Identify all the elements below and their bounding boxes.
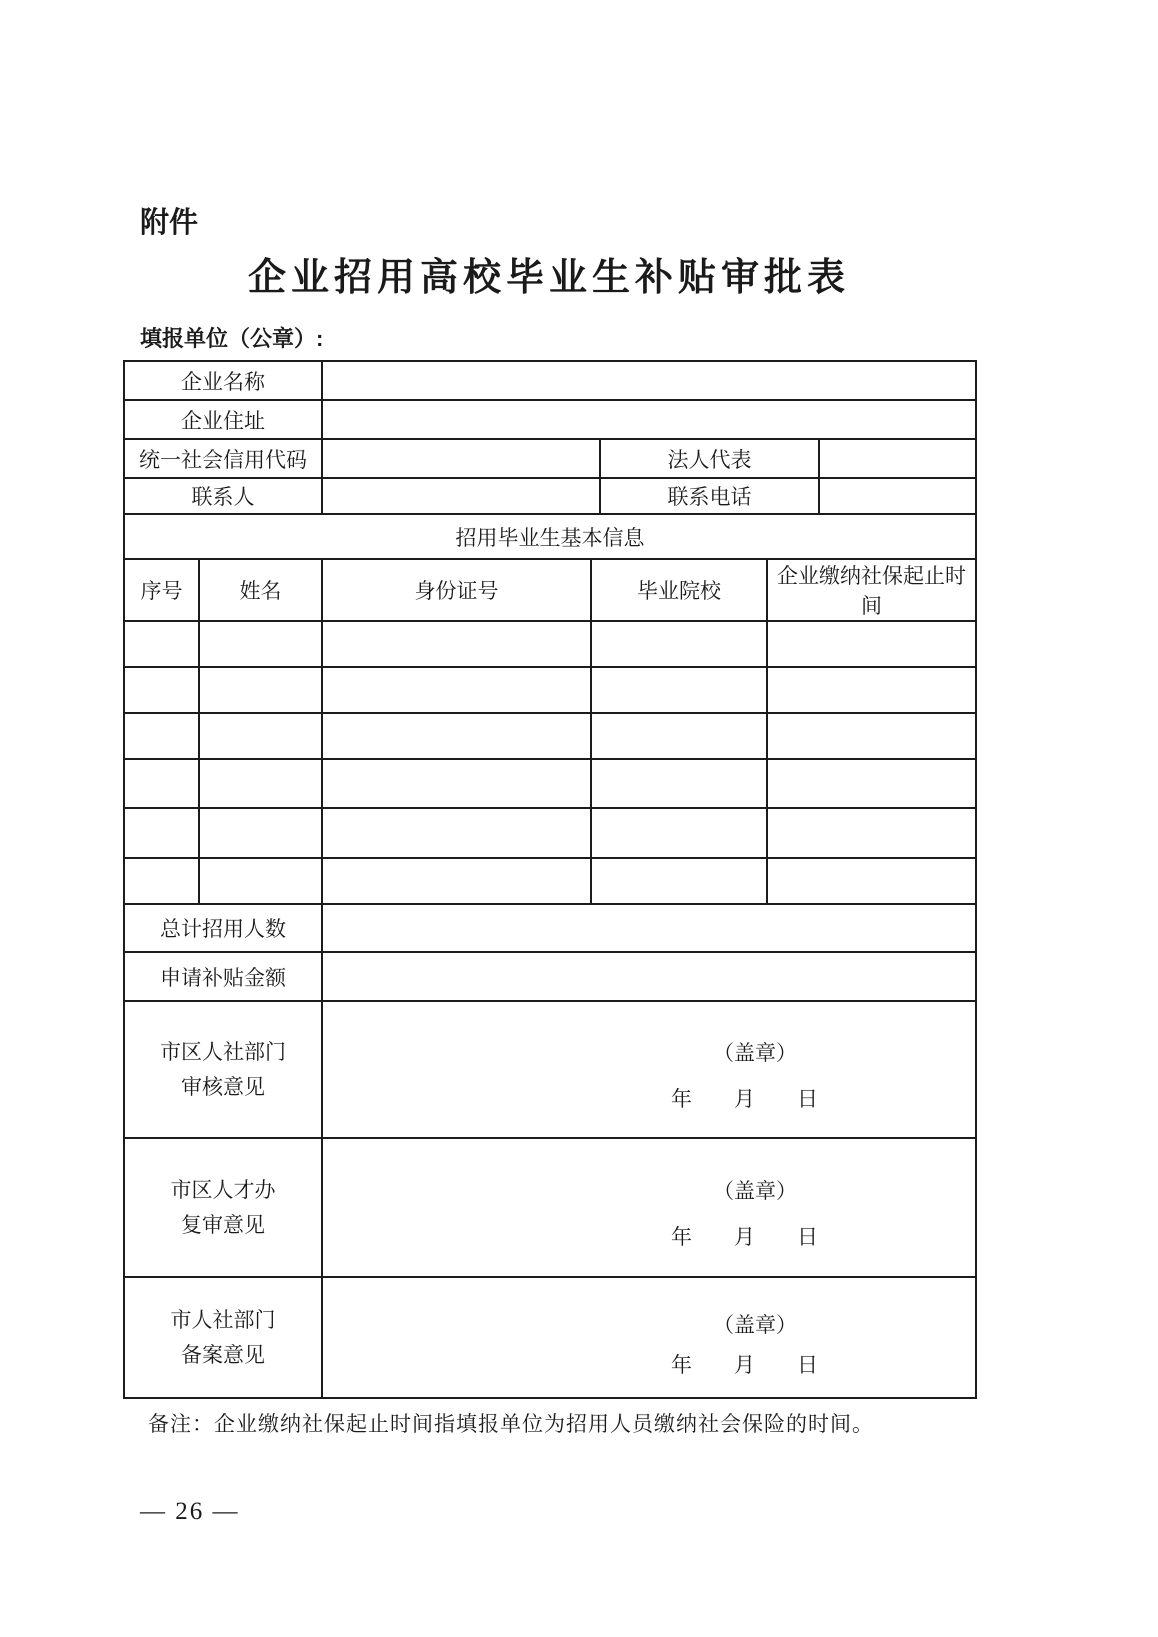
- summary-table: [123, 903, 977, 1002]
- company-name-label: 企业名称: [124, 361, 322, 400]
- form-tables: [123, 360, 975, 1399]
- opinion-label-line2: 审核意见: [181, 1074, 265, 1099]
- graduate-row: [124, 759, 976, 808]
- opinion-label-line1: 市区人社部门: [160, 1039, 286, 1064]
- contact-person-value: [322, 478, 600, 514]
- table-row: [124, 904, 976, 952]
- municipal-hr-filing-label: [124, 1277, 322, 1398]
- footnote: 备注：企业缴纳社保起止时间指填报单位为招用人员缴纳社会保险的时间。: [148, 1412, 874, 1436]
- opinion-label-line2: 备案意见: [181, 1342, 265, 1367]
- district-talent-office-review-content: [322, 1138, 976, 1277]
- graduate-row: [124, 667, 976, 713]
- table-row: [124, 952, 976, 1001]
- table-row: [124, 1138, 976, 1277]
- company-address-label: 企业住址: [124, 400, 322, 439]
- district-talent-office-review-label: [124, 1138, 322, 1277]
- graduate-row: [124, 713, 976, 759]
- company-info-table: [123, 360, 977, 515]
- contact-person-label: 联系人: [124, 478, 322, 514]
- graduate-row: [124, 858, 976, 904]
- attachment-label: 附件: [140, 207, 199, 239]
- legal-rep-label: 法人代表: [600, 439, 819, 478]
- page-title: 企业招用高校毕业生补贴审批表: [247, 257, 850, 299]
- opinion-label-line2: 复审意见: [181, 1212, 265, 1237]
- total-recruits-label: 总计招用人数: [124, 904, 322, 952]
- column-header-social-security-period: 企业缴纳社保起止时间: [767, 559, 976, 621]
- table-row: [124, 514, 976, 559]
- legal-rep-value: [819, 439, 976, 478]
- table-row: [124, 361, 976, 400]
- seal-placeholder: （盖章）: [713, 1312, 797, 1337]
- table-row: [124, 400, 976, 439]
- page-number: — 26 —: [140, 1498, 240, 1525]
- graduates-section-title: 招用毕业生基本信息: [124, 514, 976, 559]
- district-hr-review-label: [124, 1001, 322, 1138]
- table-row: [124, 1001, 976, 1138]
- seal-placeholder: （盖章）: [713, 1178, 797, 1203]
- graduates-table: [123, 513, 977, 905]
- date-placeholder: 年 月 日: [671, 1087, 818, 1111]
- credit-code-value: [322, 439, 600, 478]
- credit-code-label: 统一社会信用代码: [124, 439, 322, 478]
- graduate-row: [124, 621, 976, 667]
- district-hr-review-content: [322, 1001, 976, 1138]
- company-address-value: [322, 400, 976, 439]
- column-header-school: 毕业院校: [591, 559, 767, 621]
- column-header-name: 姓名: [199, 559, 322, 621]
- table-header-row: [124, 559, 976, 621]
- graduate-row: [124, 808, 976, 858]
- subsidy-amount-label: 申请补贴金额: [124, 952, 322, 1001]
- date-placeholder: 年 月 日: [671, 1353, 818, 1378]
- subsidy-amount-value: [322, 952, 976, 1001]
- table-row: [124, 1277, 976, 1398]
- table-row: [124, 478, 976, 514]
- form-unit-label: 填报单位（公章）:: [140, 326, 324, 351]
- opinions-table: [123, 1000, 977, 1399]
- total-recruits-value: [322, 904, 976, 952]
- municipal-hr-filing-content: [322, 1277, 976, 1398]
- date-placeholder: 年 月 日: [671, 1225, 818, 1250]
- column-header-index: 序号: [124, 559, 199, 621]
- contact-phone-label: 联系电话: [600, 478, 819, 514]
- opinion-label-line1: 市人社部门: [170, 1307, 276, 1332]
- table-row: [124, 439, 976, 478]
- contact-phone-value: [819, 478, 976, 514]
- company-name-value: [322, 361, 976, 400]
- opinion-label-line1: 市区人才办: [170, 1177, 276, 1202]
- seal-placeholder: （盖章）: [713, 1041, 797, 1066]
- column-header-id-number: 身份证号: [322, 559, 591, 621]
